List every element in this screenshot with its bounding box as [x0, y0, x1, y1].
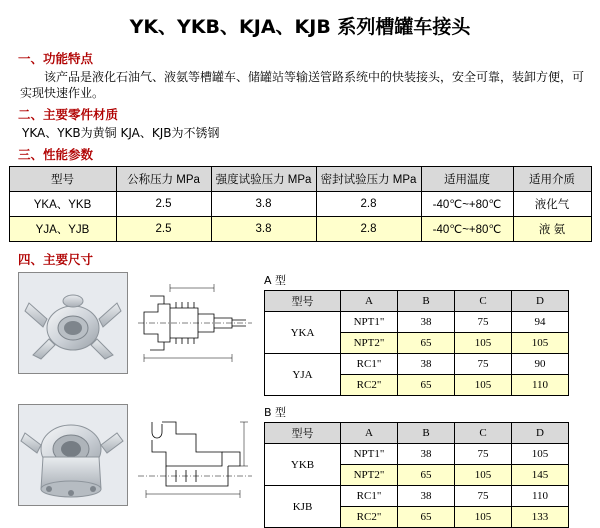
dim-b-g0-r0-c3: 105 — [512, 444, 569, 465]
dim-b-g0-r0-c2: 75 — [455, 444, 512, 465]
dim-b-g1-r1-c2: 105 — [455, 507, 512, 528]
product-photo-b — [18, 404, 128, 506]
product-photo-a — [18, 272, 128, 374]
dim-a-g0-r1-c3: 105 — [512, 333, 569, 354]
table-row — [9, 192, 591, 217]
dim-b-col-3: C — [455, 423, 512, 444]
dimensions-area — [0, 272, 600, 528]
section-heading-material: 二、主要零件材质 — [18, 107, 119, 122]
dim-a-g0-r0-c0: NPT1" — [341, 312, 398, 333]
perf-col-3: 密封试验压力 MPa — [316, 167, 421, 192]
dim-a-g1-model: YJA — [265, 354, 341, 396]
table-row — [265, 486, 569, 507]
dimension-table-a — [264, 290, 569, 396]
material-body: YKA、YKB为黄铜 KJA、KJB为不锈钢 — [22, 126, 220, 140]
dim-b-g1-r1-c3: 133 — [512, 507, 569, 528]
dim-b-col-2: B — [398, 423, 455, 444]
dim-a-g1-r0-c2: 75 — [455, 354, 512, 375]
perf-r0-c3: 2.8 — [316, 192, 421, 217]
dim-b-g1-r1-c0: RC2" — [341, 507, 398, 528]
perf-r0-c0: YKA、YKB — [9, 192, 116, 217]
dim-a-g0-r1-c2: 105 — [455, 333, 512, 354]
dim-b-g1-r0-c0: RC1" — [341, 486, 398, 507]
dim-a-g0-r0-c3: 94 — [512, 312, 569, 333]
dim-a-g0-r0-c1: 38 — [398, 312, 455, 333]
table-row — [9, 217, 591, 242]
dim-b-g0-r1-c1: 65 — [398, 465, 455, 486]
perf-col-2: 强度试验压力 MPa — [211, 167, 316, 192]
dim-b-g0-r1-c2: 105 — [455, 465, 512, 486]
dimension-table-wrap-a — [264, 272, 600, 396]
section-heading-performance: 三、性能参数 — [18, 147, 94, 162]
dim-a-col-0: 型号 — [265, 291, 341, 312]
table-header-row — [265, 423, 569, 444]
dim-a-col-2: B — [398, 291, 455, 312]
dim-a-g0-r1-c1: 65 — [398, 333, 455, 354]
section-heading-dimensions: 四、主要尺寸 — [18, 252, 94, 267]
performance-table — [9, 166, 592, 242]
perf-col-1: 公称压力 MPa — [116, 167, 211, 192]
dim-b-g0-model: YKB — [265, 444, 341, 486]
dim-b-g0-r0-c1: 38 — [398, 444, 455, 465]
dim-b-col-1: A — [341, 423, 398, 444]
drawing-a-graphic — [136, 272, 254, 372]
perf-r1-c4: -40℃~+80℃ — [421, 217, 513, 242]
dimension-caption-a: A 型 — [264, 274, 287, 287]
dim-b-g0-r1-c3: 145 — [512, 465, 569, 486]
dim-a-g1-r1-c1: 65 — [398, 375, 455, 396]
dim-a-g1-r1-c3: 110 — [512, 375, 569, 396]
dim-a-col-1: A — [341, 291, 398, 312]
dim-b-g1-r0-c1: 38 — [398, 486, 455, 507]
perf-r0-c1: 2.5 — [116, 192, 211, 217]
dim-a-g1-r0-c1: 38 — [398, 354, 455, 375]
dimension-block-a — [18, 272, 600, 396]
table-row — [265, 312, 569, 333]
dim-a-col-4: D — [512, 291, 569, 312]
dim-b-g1-r0-c2: 75 — [455, 486, 512, 507]
features-body: 该产品是液化石油气、液氨等槽罐车、储罐站等输送管路系统中的快装接头，安全可靠，装卸方便，可实现快速作业。 — [20, 70, 585, 100]
dim-a-col-3: C — [455, 291, 512, 312]
dim-b-col-4: D — [512, 423, 569, 444]
dim-b-g1-r1-c1: 65 — [398, 507, 455, 528]
table-row — [265, 354, 569, 375]
perf-r1-c2: 3.8 — [211, 217, 316, 242]
perf-r1-c3: 2.8 — [316, 217, 421, 242]
dim-b-g0-r1-c0: NPT2" — [341, 465, 398, 486]
table-header-row — [265, 291, 569, 312]
dim-a-g1-r1-c2: 105 — [455, 375, 512, 396]
perf-r0-c4: -40℃~+80℃ — [421, 192, 513, 217]
page-title: YK、YKB、KJA、KJB 系列槽罐车接头 — [129, 16, 471, 38]
perf-col-4: 适用温度 — [421, 167, 513, 192]
dim-b-g0-r0-c0: NPT1" — [341, 444, 398, 465]
table-row — [265, 444, 569, 465]
dimension-table-b — [264, 422, 569, 528]
dimension-table-wrap-b — [264, 404, 600, 528]
dimension-block-b — [18, 404, 600, 528]
dim-a-g1-r0-c0: RC1" — [341, 354, 398, 375]
dim-b-col-0: 型号 — [265, 423, 341, 444]
dim-a-g0-r1-c0: NPT2" — [341, 333, 398, 354]
dim-a-g1-r1-c0: RC2" — [341, 375, 398, 396]
drawing-b-graphic — [136, 404, 254, 504]
technical-drawing-b — [136, 404, 254, 504]
technical-drawing-a — [136, 272, 254, 372]
coupling-photo-b-graphic — [19, 405, 127, 505]
dim-a-g0-model: YKA — [265, 312, 341, 354]
perf-r0-c5: 液化气 — [513, 192, 591, 217]
dimension-caption-b: B 型 — [264, 406, 287, 419]
perf-col-5: 适用介质 — [513, 167, 591, 192]
dim-a-g0-r0-c2: 75 — [455, 312, 512, 333]
section-heading-features: 一、功能特点 — [18, 51, 94, 66]
perf-col-0: 型号 — [9, 167, 116, 192]
coupling-photo-a-graphic — [19, 273, 127, 373]
dim-b-g1-r0-c3: 110 — [512, 486, 569, 507]
dim-a-g1-r0-c3: 90 — [512, 354, 569, 375]
perf-r1-c5: 液 氨 — [513, 217, 591, 242]
perf-r0-c2: 3.8 — [211, 192, 316, 217]
dim-b-g1-model: KJB — [265, 486, 341, 528]
perf-r1-c1: 2.5 — [116, 217, 211, 242]
perf-r1-c0: YJA、YJB — [9, 217, 116, 242]
table-header-row — [9, 167, 591, 192]
